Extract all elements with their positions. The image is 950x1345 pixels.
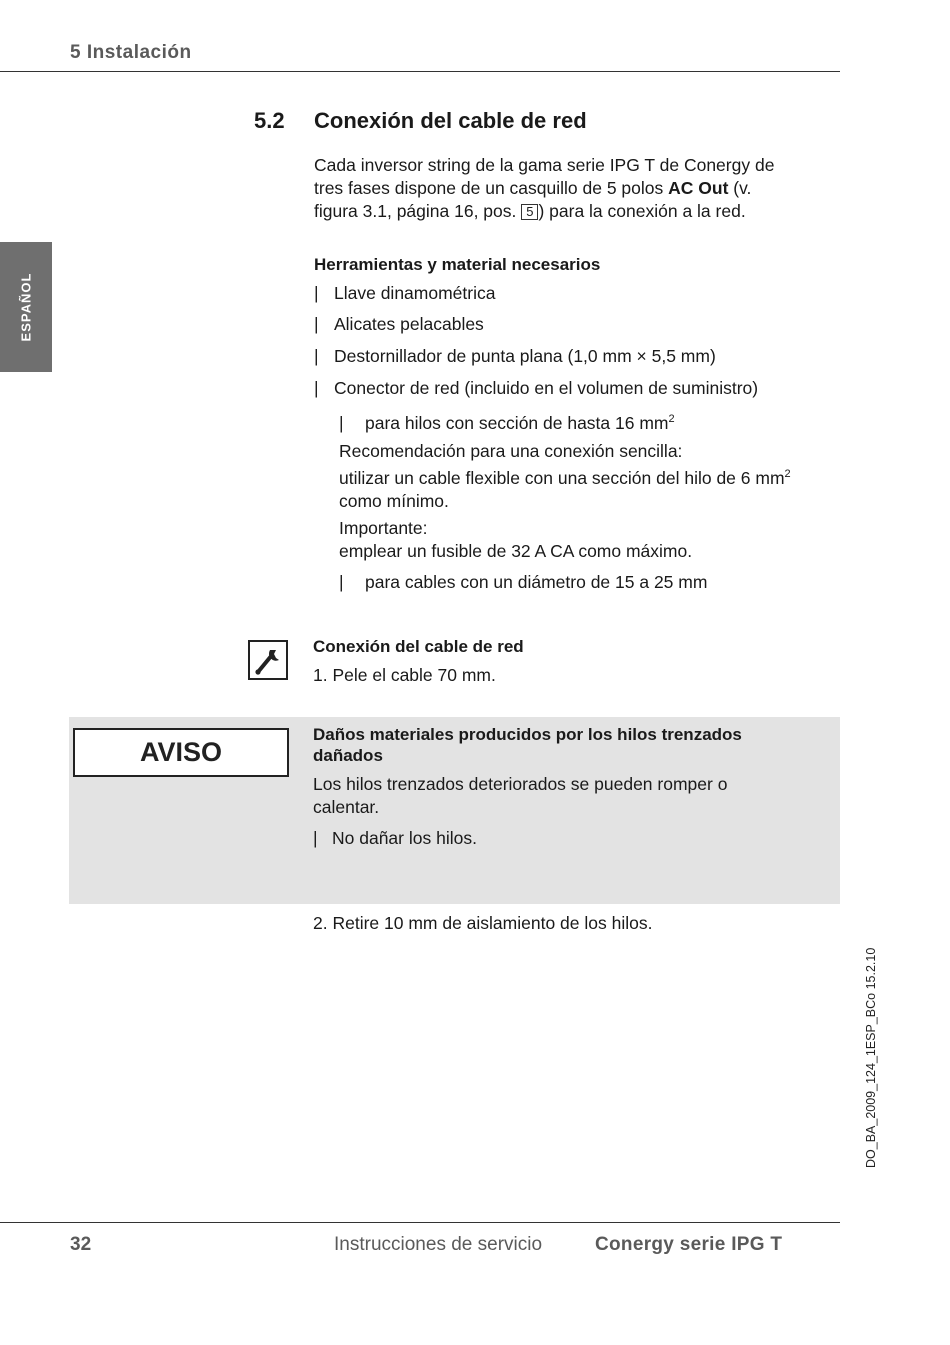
section-number: 5.2 bbox=[254, 108, 285, 133]
footer-product-name: Conergy serie IPG T bbox=[595, 1234, 783, 1255]
list-item: | Alicates pelacables bbox=[314, 314, 484, 334]
list-item: | Llave dinamométrica bbox=[314, 283, 496, 303]
important-note: Importante: emplear un fusible de 32 A CA como máximo. bbox=[339, 518, 693, 561]
procedure-step-1: 1. Pele el cable 70 mm. bbox=[313, 665, 496, 685]
document-code: DO_BA_2009_124_1ESP_BCo 15.2.10 bbox=[864, 947, 878, 1168]
sub-list-item: | para cables con un diámetro de 15 a 25 mm bbox=[339, 572, 708, 592]
notice-text: Los hilos trenzados deteriorados se pueden romper o calentar. bbox=[313, 774, 728, 817]
language-tab-label: ESPAÑOL bbox=[18, 272, 34, 342]
chapter-header: 5 Instalación bbox=[70, 42, 192, 63]
intro-line: Cada inversor string de la gama serie IPG T de Conergy de bbox=[314, 155, 775, 175]
intro-paragraph bbox=[314, 154, 774, 223]
intro-line: tres fases dispone de un casquillo de 5 polos AC Out (v. bbox=[314, 178, 752, 198]
list-item: | Destornillador de punta plana (1,0 mm × 5,5 mm) bbox=[314, 346, 716, 366]
notice-label: AVISO bbox=[73, 728, 289, 777]
tools-heading: Herramientas y material necesarios bbox=[314, 255, 601, 274]
ac-out-label: AC Out bbox=[668, 178, 729, 198]
procedure-step-2: 2. Retire 10 mm de aislamiento de los hilos. bbox=[313, 913, 653, 933]
wrench-icon bbox=[248, 640, 288, 680]
recommendation-note: Recomendación para una conexión sencilla: utilizar un cable flexible con una sección del hilo de 6 $mm^2$ como mínimo. bbox=[339, 441, 791, 511]
sub-list-item: | para hilos con sección de hasta 16 $mm^2$ bbox=[339, 412, 675, 433]
notice-action: | No dañar los hilos. bbox=[313, 828, 477, 848]
language-tab bbox=[0, 242, 52, 372]
section-title: Conexión del cable de red bbox=[314, 108, 587, 133]
procedure-heading: Conexión del cable de red bbox=[313, 637, 524, 656]
list-item: | Conector de red (incluido en el volumen de suministro) bbox=[314, 378, 759, 398]
footer-document-type: Instrucciones de servicio bbox=[334, 1234, 543, 1255]
page-number: 32 bbox=[70, 1234, 92, 1255]
header-divider bbox=[0, 71, 840, 72]
footer-divider bbox=[0, 1222, 840, 1223]
intro-line: figura 3.1, página 16, pos. 5 ) para la conexión a la red. bbox=[314, 201, 746, 221]
position-number-box: 5 bbox=[521, 204, 538, 220]
notice-title: Daños materiales producidos por los hilos trenzados dañados bbox=[313, 725, 742, 765]
